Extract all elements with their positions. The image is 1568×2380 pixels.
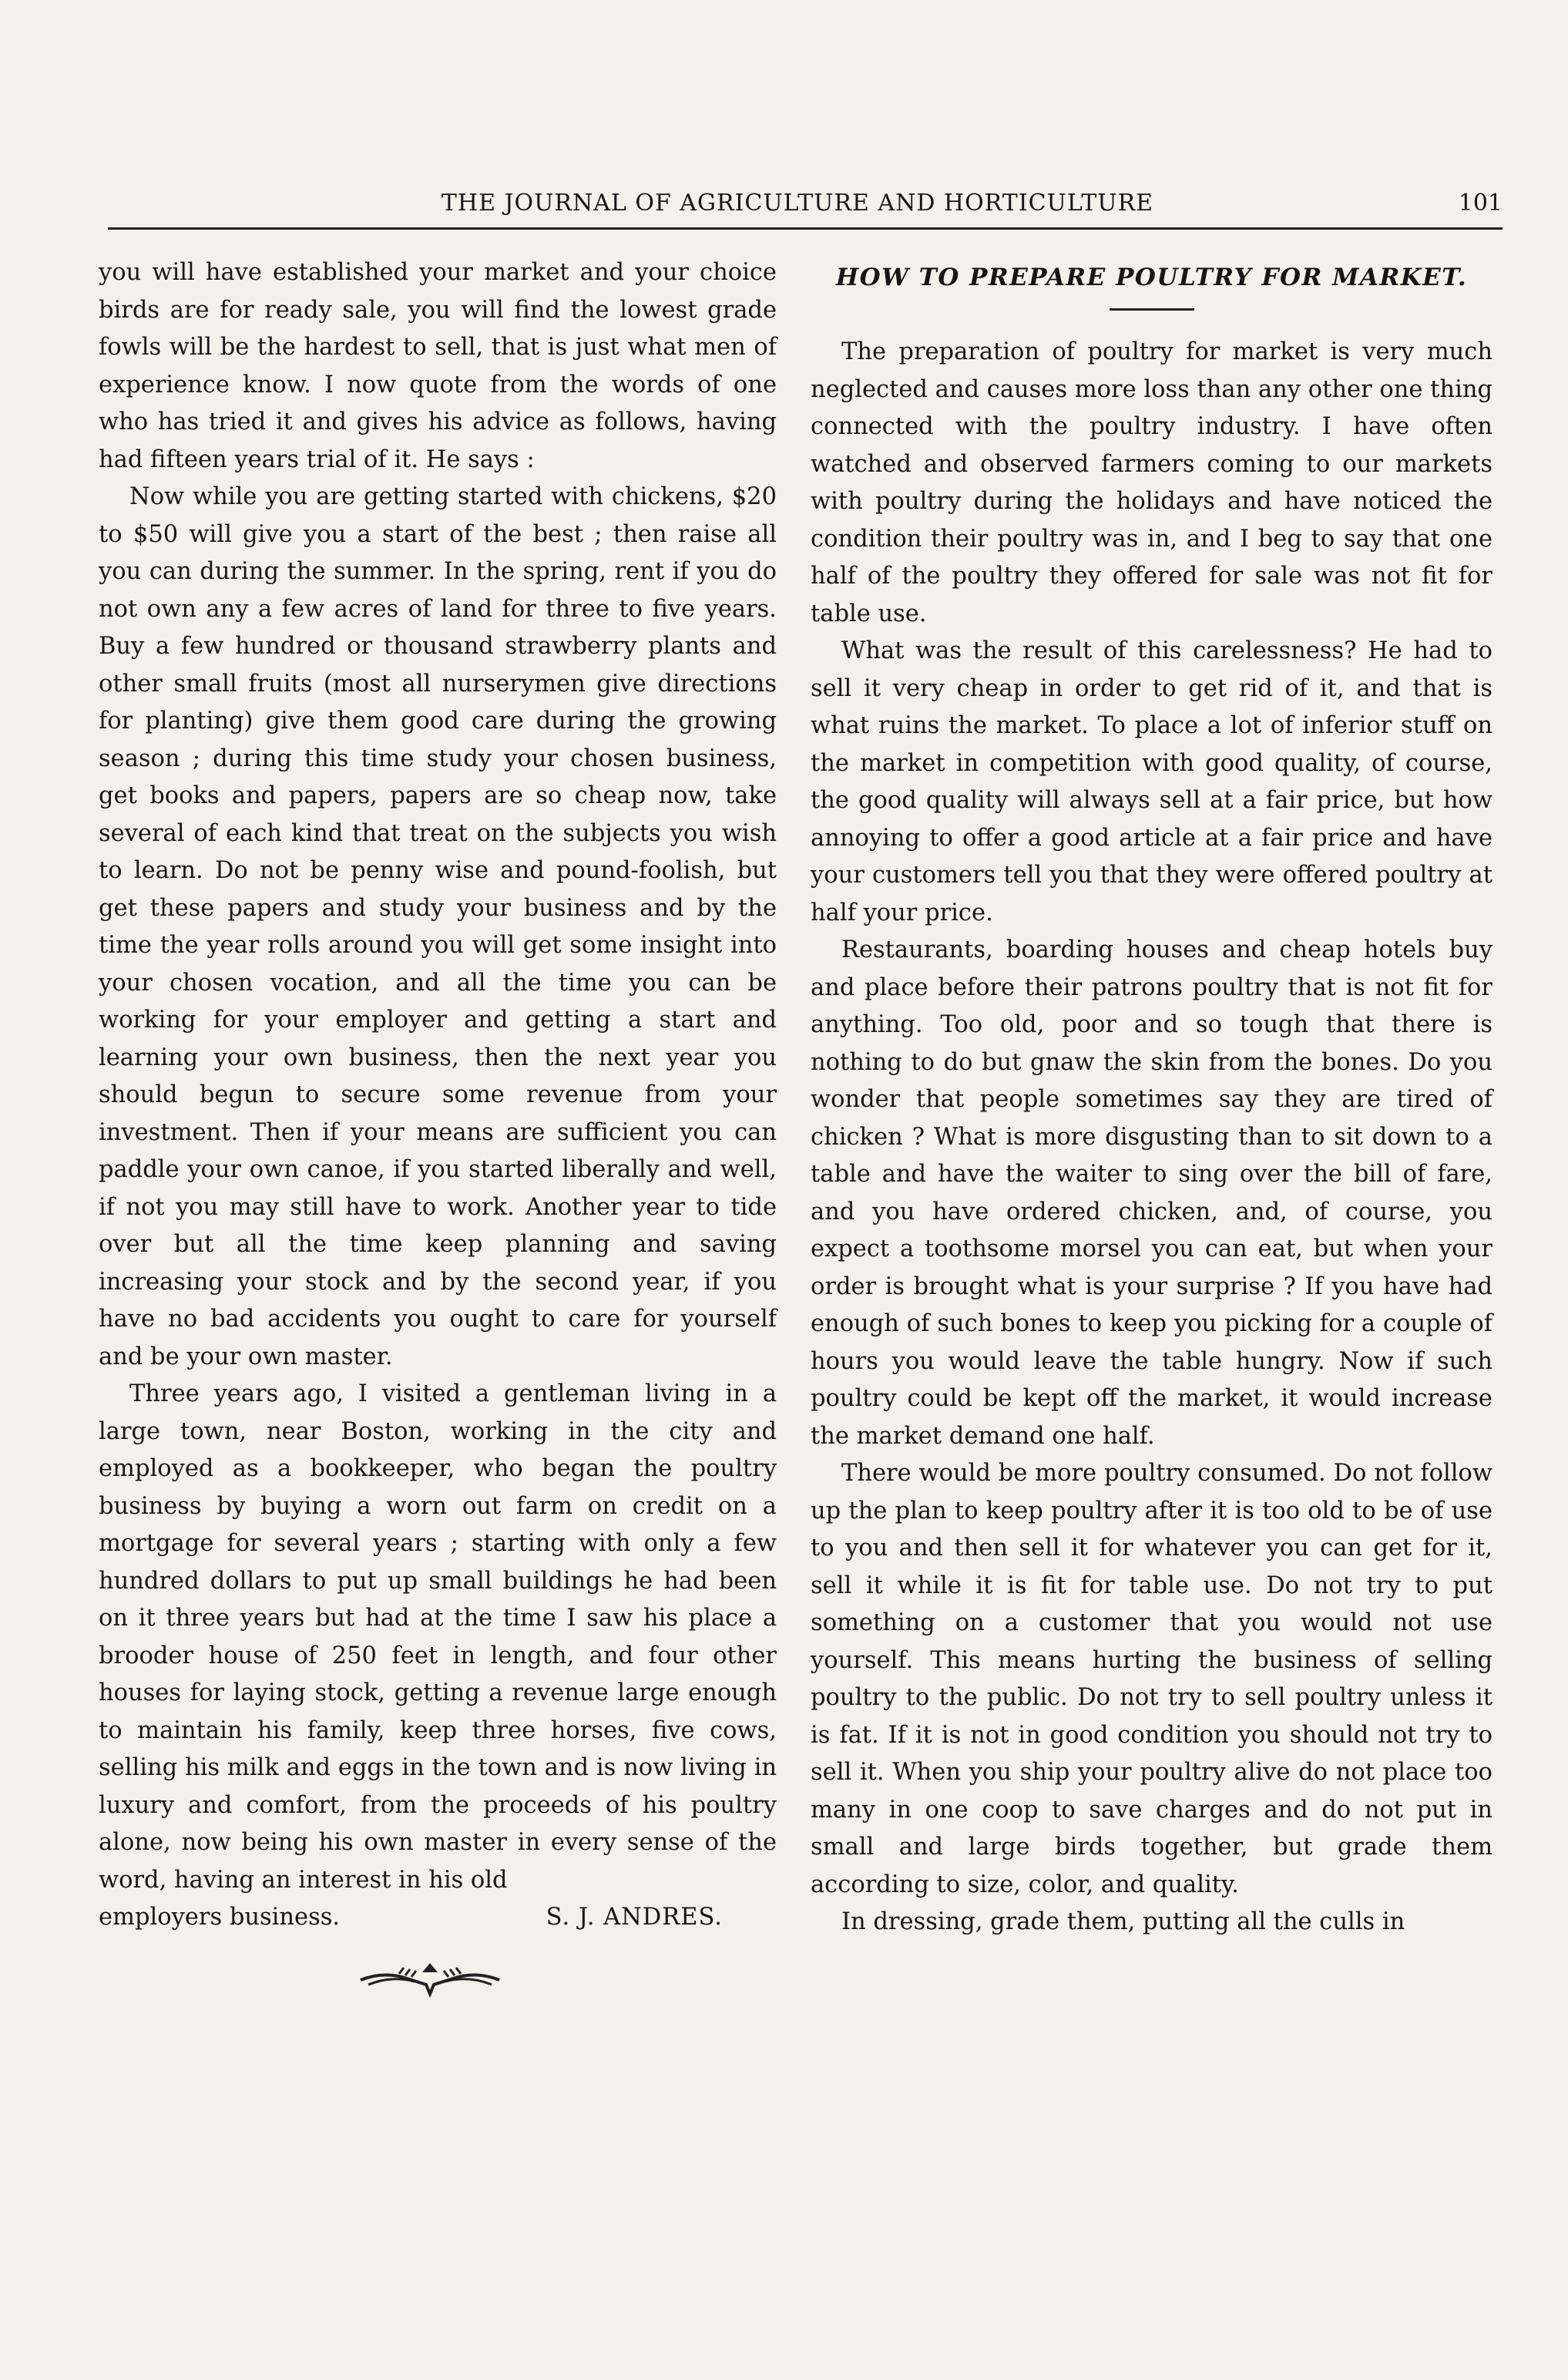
right-column <box>811 254 1492 1941</box>
paragraph: There would be more poultry consumed. Do not follow up the plan to keep poultry after it is too old to be of use to you and then sell it for whatever you can get for it, sell it while it is fit for table use. Do not try to put something on a customer that you would not use yourself. This means hurting the business of selling poultry to the public. Do not try to sell poultry unless it is fat. If it is not in good condition you should not try to sell it. When you ship your poultry alive do not place too many in one coop to save charges and do not put in small and large birds together, but grade them according to size, color, and quality. <box>811 1460 1492 1898</box>
paragraph: Restaurants, boarding houses and cheap hotels buy and place before their patrons poultry that is not fit for anything. Too old, poor and so tough that there is nothing to do but gnaw the skin from the bones. Do you wonder that people sometimes say they are tired of chicken ? What is more disgusting than to sit down to a table and have the waiter to sing over the bill of fare, and you have ordered chicken, and, of course, you expect a toothsome morsel you can eat, but when your order is brought what is your surprise ? If you have had enough of such bones to keep you picking for a couple of hours you would leave the table hungry. Now if such poultry could be kept off the market, it would increase the market demand one half. <box>811 936 1492 1450</box>
signature-line <box>99 1899 777 1937</box>
author-signature: S. J. ANDRES. <box>546 1904 723 1931</box>
closing-words: employers business. <box>99 1904 341 1931</box>
header-rule <box>108 227 1503 230</box>
running-head <box>92 190 1503 228</box>
paragraph: What was the result of this carelessness? He had to sell it very cheap in order to get rid of it, and that is what ruins the market. To place a lot of inferior stuff on the market in competition with good quality, of course, the good quality will always sell at a fair price, but how annoying to offer a good article at a fair price and have your customers tell you that they were offered poultry at half your price. <box>811 637 1492 926</box>
title-rule <box>1110 308 1194 311</box>
paragraph: Now while you are getting started with chickens, $20 to $50 will give you a start of the best ; then raise all you can during the summer. In the spring, rent if you do not own any a few acres of land for three to five years. Buy a few hundred or thousand strawberry plants and other small fruits (most all nurserymen give directions for planting) give them good care during the growing season ; during this time study your chosen business, get books and papers, papers are so cheap now, take several of each kind that treat on the subjects you wish to learn. Do not be penny wise and pound-foolish, but get these papers and study your business and by the time the year rolls around you will get some insight into your chosen vocation, and all the time you can be working for your employer and getting a start and learning your own business, then the next year you should begun to secure some revenue from your investment. Then if your means are sufficient you can paddle your own canoe, if you started liberally and well, if not you may still have to work. Another year to tide over but all the time keep planning and saving increasing your stock and by the second year, if you have no bad accidents you ought to care for yourself and be your own master. <box>99 483 777 1370</box>
paragraph: In dressing, grade them, putting all the culls in <box>841 1908 1405 1935</box>
paragraph: you will have established your market and your choice birds are for ready sale, you will find the lowest grade fowls will be the hardest to sell, that is just what men of experience know. I now quote from the words of one who has tried it and gives his advice as follows, having had fifteen years trial of it. He says : <box>99 259 777 473</box>
paragraph: The preparation of poultry for market is very much neglected and causes more loss than any other one thing connected with the poultry industry. I have often watched and observed farmers coming to our markets with poultry during the holidays and have noticed the condition their poultry was in, and I beg to say that one half of the poultry they offered for sale was not fit for table use. <box>811 338 1492 627</box>
paragraph: Three years ago, I visited a gentleman living in a large town, near Boston, working in the city and employed as a bookkeeper, who began the poultry business by buying a worn out farm on credit on a mortgage for several years ; starting with only a few hundred dollars to put up small buildings he had been on it three years but had at the time I saw his place a brooder house of 250 feet in length, and four other houses for laying stock, getting a revenue large enough to maintain his family, keep three horses, five cows, selling his milk and eggs in the town and is now living in luxury and comfort, from the proceeds of his poultry alone, now being his own master in every sense of the word, having an interest in his old <box>99 1380 777 1894</box>
left-column <box>99 254 777 2003</box>
article-title: HOW TO PREPARE POULTRY FOR MARKET. <box>835 264 1468 291</box>
page-number: 101 <box>1458 190 1503 217</box>
journal-title: THE JOURNAL OF AGRICULTURE AND HORTICULTURE <box>441 190 1154 217</box>
decorative-ornament-icon <box>353 1957 507 2003</box>
